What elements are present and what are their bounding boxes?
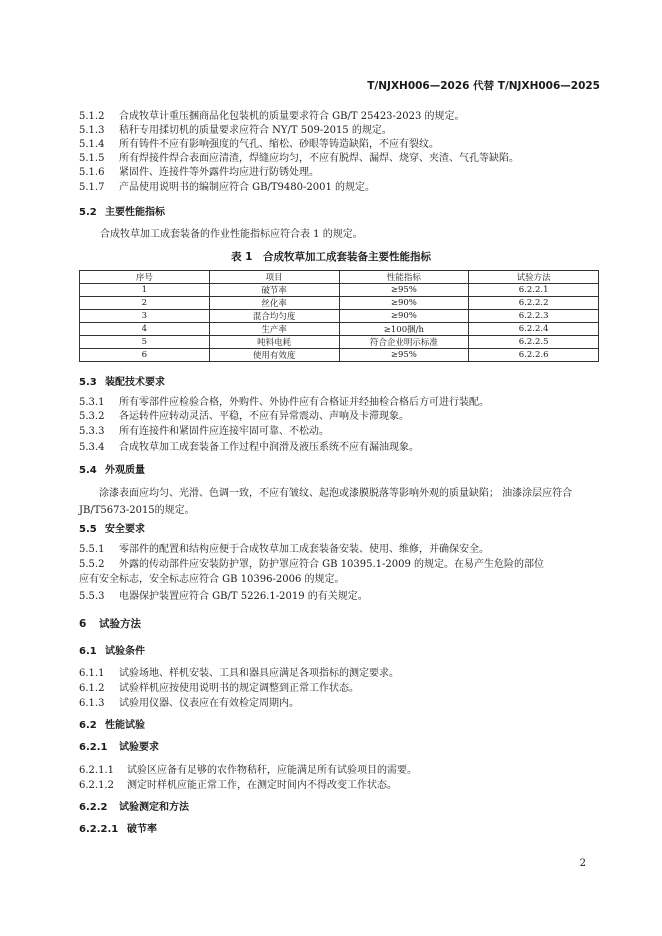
section-title: 破节率 <box>127 824 157 835</box>
table-cell: 吨料电耗 <box>209 336 339 349</box>
clause-5-1-7 <box>79 181 375 194</box>
clause-text: 电器保护装置应符合 GB/T 5226.1-2019 的有关规定。 <box>119 591 368 602</box>
clause-text: 合成牧草计重压捆商品化包装机的质量要求符合 GB/T 25423-2023 的规定。 <box>119 111 465 122</box>
section-5-5-heading <box>79 523 145 536</box>
clause-number: 5.1.2 <box>79 111 105 122</box>
table-row <box>80 284 599 297</box>
section-title: 试验要求 <box>119 742 159 753</box>
clause-text: 产品使用说明书的编制应符合 GB/T9480-2001 的规定。 <box>119 182 376 193</box>
clause-5-5-2-continued: 应有安全标志，安全标志应符合 GB 10396-2006 的规定。 <box>79 574 345 585</box>
clause-number: 6.1.3 <box>79 698 105 709</box>
section-title: 外观质量 <box>105 465 145 476</box>
clause-5-5-3 <box>79 590 368 603</box>
clause-text: 紧固件、连接件等外露件均应进行防锈处理。 <box>119 167 319 178</box>
table-cell: 2 <box>80 297 210 310</box>
clause-5-3-1 <box>79 396 489 409</box>
section-5-3-heading <box>79 376 165 389</box>
clause-number: 6.2.1.2 <box>79 780 114 791</box>
clause-text: 所有铸件不应有影响强度的气孔、缩松、砂眼等铸造缺陷，不应有裂纹。 <box>119 139 439 150</box>
table-row <box>80 323 599 336</box>
section-number: 5.3 <box>79 377 97 388</box>
table-cell: ≥100捆/h <box>339 323 469 336</box>
section-number: 6.2.2 <box>79 802 108 813</box>
section-title: 装配技术要求 <box>105 377 165 388</box>
clause-6-1-2 <box>79 682 359 695</box>
table-cell: ≥95% <box>339 284 469 297</box>
section-6-2-heading <box>79 719 145 732</box>
col-header-index-value: 性能指标 <box>339 271 469 284</box>
section-6-2-2-heading <box>79 801 189 814</box>
clause-text: 所有焊接件焊合表面应清渣，焊缝应均匀，不应有脱焊、漏焊、烧穿、夹渣、气孔等缺陷。 <box>119 153 519 164</box>
table-cell: 6.2.2.5 <box>469 336 599 349</box>
performance-table <box>79 270 599 362</box>
clause-number: 6.1.2 <box>79 683 105 694</box>
clause-number: 5.3.3 <box>79 426 105 437</box>
table-header-row <box>80 271 599 284</box>
table-caption: 表 1 合成牧草加工成套装备主要性能指标 <box>231 251 431 263</box>
chapter-title: 试验方法 <box>99 618 141 630</box>
chapter-number: 6 <box>79 618 87 630</box>
clause-text: 合成牧草加工成套装备工作过程中润滑及液压系统不应有漏油现象。 <box>119 442 419 453</box>
section-title: 试验条件 <box>105 646 145 657</box>
table-cell: 6.2.2.4 <box>469 323 599 336</box>
clause-number: 5.1.6 <box>79 167 105 178</box>
table-row <box>80 310 599 323</box>
page-number: 2 <box>579 858 586 869</box>
table-cell: ≥90% <box>339 310 469 323</box>
section-title: 安全要求 <box>105 524 145 535</box>
table-cell: 6 <box>80 349 210 362</box>
clause-number: 6.1.1 <box>79 668 105 679</box>
section-6-2-2-1-heading <box>79 823 157 836</box>
section-5-2-intro: 合成牧草加工成套装备的作业性能指标应符合表 1 的规定。 <box>100 229 363 240</box>
col-header-method: 试验方法 <box>469 271 599 284</box>
clause-number: 6.2.1.1 <box>79 765 114 776</box>
clause-5-5-2 <box>79 558 544 571</box>
table-cell: 4 <box>80 323 210 336</box>
section-number: 5.5 <box>79 524 97 535</box>
clause-number: 5.3.2 <box>79 411 105 422</box>
clause-5-1-3 <box>79 124 392 137</box>
clause-5-3-4 <box>79 441 419 454</box>
clause-text: 所有零部件应检验合格，外购件、外协件应有合格证并经抽检合格后方可进行装配。 <box>119 397 489 408</box>
clause-number: 5.5.1 <box>79 544 105 555</box>
table-cell: 5 <box>80 336 210 349</box>
clause-text: 秸秆专用揉切机的质量要求应符合 NY/T 509-2015 的规定。 <box>119 125 392 136</box>
table-cell: 1 <box>80 284 210 297</box>
table-cell: 6.2.2.1 <box>469 284 599 297</box>
table-cell: 6.2.2.2 <box>469 297 599 310</box>
table-cell: ≥90% <box>339 297 469 310</box>
table-cell: 6.2.2.3 <box>469 310 599 323</box>
section-number: 6.2.1 <box>79 742 108 753</box>
table-row <box>80 349 599 362</box>
col-header-item: 项目 <box>209 271 339 284</box>
clause-number: 5.3.4 <box>79 442 105 453</box>
clause-5-1-4 <box>79 138 439 151</box>
section-number: 6.2 <box>79 720 97 731</box>
table-row <box>80 336 599 349</box>
table-cell: 生产率 <box>209 323 339 336</box>
section-title: 性能试验 <box>105 720 145 731</box>
clause-text: 测定时样机应能正常工作，在测定时间内不得改变工作状态。 <box>127 780 397 791</box>
clause-number: 5.1.7 <box>79 182 105 193</box>
clause-number: 5.5.2 <box>79 559 105 570</box>
table-cell: ≥95% <box>339 349 469 362</box>
clause-5-3-2 <box>79 410 409 423</box>
clause-5-1-6 <box>79 166 319 179</box>
clause-text: 试验场地、样机安装、工具和器具应满足各项指标的测定要求。 <box>119 668 399 679</box>
clause-number: 5.1.4 <box>79 139 105 150</box>
clause-text: 外露的传动部件应安装防护罩，防护罩应符合 GB 10395.1-2009 的规定。在易产生危险的部位 <box>119 559 545 570</box>
clause-number: 5.1.5 <box>79 153 105 164</box>
clause-6-1-1 <box>79 667 399 680</box>
clause-number: 5.1.3 <box>79 125 105 136</box>
table-cell: 3 <box>80 310 210 323</box>
section-5-4-text: 涂漆表面应均匀、光滑、色调一致，不应有皱纹、起泡或漆膜脱落等影响外观的质量缺陷； 油漆涂层应符合JB/T5673-2015的规定。 <box>79 488 573 516</box>
section-number: 6.1 <box>79 646 97 657</box>
section-title: 主要性能指标 <box>105 207 165 218</box>
clause-number: 5.3.1 <box>79 397 105 408</box>
clause-6-2-1-2 <box>79 779 397 792</box>
chapter-6-heading <box>79 618 141 631</box>
clause-text: 所有连接件和紧固件应连接牢固可靠、不松动。 <box>119 426 329 437</box>
clause-number: 5.5.3 <box>79 591 105 602</box>
table-row <box>80 297 599 310</box>
clause-text: 试验用仪器、仪表应在有效检定周期内。 <box>119 698 299 709</box>
section-number: 6.2.2.1 <box>79 824 119 835</box>
clause-text: 各运转件应转动灵活、平稳，不应有异常震动、声响及卡滞现象。 <box>119 411 409 422</box>
section-number: 5.2 <box>79 207 97 218</box>
section-number: 5.4 <box>79 465 97 476</box>
section-title: 试验测定和方法 <box>119 802 189 813</box>
clause-text: 试验样机应按使用说明书的规定调整到正常工作状态。 <box>119 683 359 694</box>
section-5-2-heading <box>79 206 165 219</box>
clause-5-1-5 <box>79 152 519 165</box>
clause-text: 零部件的配置和结构应便于合成牧草加工成套装备安装、使用、维修，并确保安全。 <box>119 544 489 555</box>
standard-header: T/NJXH006—2026 代替 T/NJXH006—2025 <box>367 80 600 92</box>
clause-6-2-1-1 <box>79 764 417 777</box>
table-cell: 混合均匀度 <box>209 310 339 323</box>
table-cell: 破节率 <box>209 284 339 297</box>
clause-text: 试验区应备有足够的农作物秸秆，应能满足所有试验项目的需要。 <box>127 765 417 776</box>
section-6-1-heading <box>79 645 145 658</box>
table-cell: 符合企业明示标准 <box>339 336 469 349</box>
section-5-4-heading <box>79 464 145 477</box>
col-header-index: 序号 <box>80 271 210 284</box>
section-6-2-1-heading <box>79 741 159 754</box>
table-cell: 丝化率 <box>209 297 339 310</box>
table-cell: 使用有效度 <box>209 349 339 362</box>
clause-6-1-3 <box>79 697 299 710</box>
clause-5-3-3 <box>79 425 329 438</box>
clause-5-5-1 <box>79 543 489 556</box>
table-cell: 6.2.2.6 <box>469 349 599 362</box>
clause-5-1-2 <box>79 110 465 123</box>
